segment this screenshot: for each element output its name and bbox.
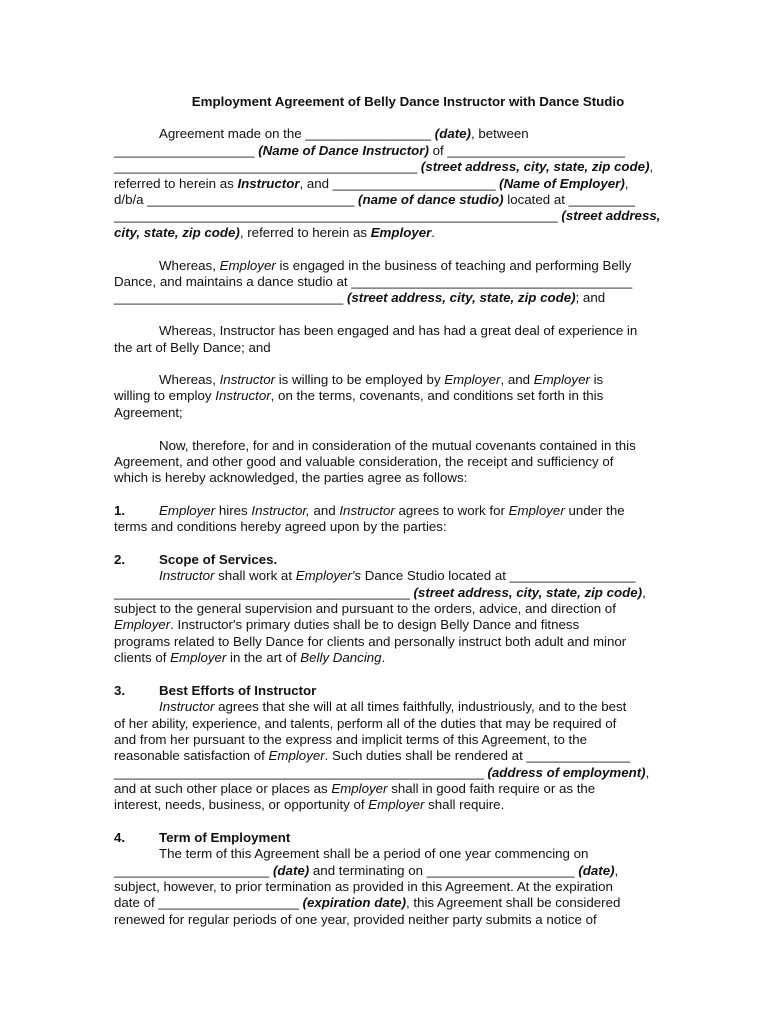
text-run: is engaged in the business of teaching and performing Belly (275, 258, 632, 273)
text-run: is willing to be employed by (275, 372, 445, 387)
text-run: (street address, city, state, zip code) (420, 159, 650, 174)
text-run: ___________________ (114, 143, 259, 158)
text-line (114, 617, 579, 633)
text-run: , between (470, 126, 529, 141)
text-run: (expiration date) (302, 895, 406, 910)
section-4-heading: Term of Employment (159, 830, 291, 845)
text-run: Instructor, (251, 503, 310, 518)
text-run: the art of Belly Dance; and (114, 340, 271, 355)
text-run: ________________________________________ (114, 585, 414, 600)
text-line (159, 126, 529, 142)
text-run: Now, therefore, for and in consideration of the mutual covenants contained in this (159, 438, 636, 453)
text-line (114, 208, 660, 224)
text-run: (street address, (561, 208, 661, 223)
text-line (114, 405, 183, 421)
text-run: Employer (114, 617, 171, 632)
text-run: Instructor (219, 372, 276, 387)
text-run: reasonable satisfaction of (114, 748, 269, 763)
section-2-number: 2. (114, 552, 126, 567)
text-run: programs related to Belly Dance for clients and personally instruct both adult and minor (114, 634, 627, 649)
text-run: clients of (114, 650, 171, 665)
text-run: shall work at (214, 568, 296, 583)
text-run: agrees that she will at all times faithfully, industriously, and to the best (214, 699, 627, 714)
text-line (114, 765, 649, 781)
text-line (114, 781, 595, 797)
text-run: interest, needs, business, or opportunity of (114, 797, 369, 812)
text-run: (street address, city, state, zip code) (413, 585, 643, 600)
text-line (114, 863, 618, 879)
text-run: shall require. (424, 797, 505, 812)
text-run: d/b/a ____________________________ (114, 192, 359, 207)
text-run: (Name of Dance Instructor) (258, 143, 429, 158)
text-run: agrees to work for (394, 503, 509, 518)
text-run: Instructor (159, 699, 215, 714)
text-run: which is hereby acknowledged, the parties agree as follows: (114, 470, 468, 485)
text-line (114, 159, 653, 175)
text-line (114, 274, 632, 290)
text-run: and from her pursuant to the express and implicit terms of this Agreement, to the (114, 732, 588, 747)
text-run: hires (215, 503, 252, 518)
text-run: Dance, and maintains a dance studio at ______________________________________ (114, 274, 633, 289)
text-run: _____________________ (114, 863, 273, 878)
text-run: subject, however, to prior termination as provided in this Agreement. At the expiration (114, 879, 613, 894)
text-run: Belly Dancing (300, 650, 382, 665)
text-run: _______________________________ (114, 290, 347, 305)
text-run: , (614, 863, 619, 878)
text-run: The term of this Agreement shall be a period of one year commencing on (159, 846, 589, 861)
text-run: Instructor (339, 503, 395, 518)
text-run: ____________________________________________________________ (114, 208, 562, 223)
text-run: Employer (159, 503, 216, 518)
text-run: and terminating on ____________________ (309, 863, 579, 878)
text-run: located at _________ (503, 192, 636, 207)
text-run: _________________________________________ (114, 159, 421, 174)
text-line (114, 585, 646, 601)
text-run: renewed for regular periods of one year, provided neither party submits a notice of (114, 912, 597, 927)
text-run: (date) (434, 126, 471, 141)
text-line (114, 634, 626, 650)
text-run: terms and conditions hereby agreed upon by the parties: (114, 519, 447, 534)
text-run: subject to the general supervision and pursuant to the orders, advice, and direction of (114, 601, 616, 616)
text-run: (date) (578, 863, 615, 878)
text-run: in the art of (226, 650, 301, 665)
text-run: Whereas, (159, 258, 220, 273)
text-run: , (645, 765, 650, 780)
text-run: ; and (575, 290, 606, 305)
text-run: , referred to herein as (239, 225, 371, 240)
text-line (114, 176, 628, 192)
text-run: , (642, 585, 646, 600)
text-run: Employer (370, 225, 432, 240)
document-title: Employment Agreement of Belly Dance Instructor with Dance Studio (191, 94, 625, 109)
text-run: Employer (508, 503, 565, 518)
text-run: shall in good faith require or as the (387, 781, 596, 796)
text-run: willing to employ (114, 388, 216, 403)
text-line (114, 895, 620, 911)
text-run: Employer (444, 372, 501, 387)
text-run: , (624, 176, 629, 191)
text-line (114, 192, 635, 208)
text-line (114, 454, 613, 470)
text-run: Employer (331, 781, 388, 796)
text-run: and at such other place or places as (114, 781, 332, 796)
text-run: . Instructor's primary duties shall be to design Belly Dance and fitness (170, 617, 580, 632)
text-line (114, 716, 616, 732)
text-line (114, 470, 467, 486)
section-4-number: 4. (114, 830, 126, 845)
text-run: of ________________________ (428, 143, 625, 158)
text-run: of her ability, experience, and talents, perform all of the duties that may be required of (114, 716, 617, 731)
text-run: city, state, zip code) (114, 225, 240, 240)
text-run: under the (564, 503, 625, 518)
text-run: is (589, 372, 604, 387)
text-run: Dance Studio located at _________________ (361, 568, 636, 583)
text-run: (date) (273, 863, 310, 878)
section-1-number: 1. (114, 503, 126, 518)
text-run: Instructor (215, 388, 271, 403)
text-run: Whereas, Instructor has been engaged and has had a great deal of experience in (159, 323, 638, 338)
text-run: , and ______________________ (299, 176, 500, 191)
text-line (114, 290, 605, 306)
text-line (159, 258, 631, 274)
text-run: __________________________________________________ (114, 765, 488, 780)
text-line (159, 568, 635, 584)
text-run: Employer (368, 797, 425, 812)
text-line (114, 732, 587, 748)
text-run: Employer (268, 748, 325, 763)
text-run: . (431, 225, 435, 240)
text-run: , (649, 159, 654, 174)
text-run: referred to herein as (114, 176, 238, 191)
text-line (114, 797, 504, 813)
text-line (114, 143, 625, 159)
text-line (114, 650, 385, 666)
text-run: (Name of Employer) (499, 176, 625, 191)
text-run: Employer (170, 650, 227, 665)
text-line (114, 340, 271, 356)
text-line (114, 225, 435, 241)
text-run: , this Agreement shall be considered (406, 895, 621, 910)
text-line (114, 519, 447, 535)
text-run: Employer (219, 258, 276, 273)
text-line (159, 438, 636, 454)
text-run: Instructor (159, 568, 215, 583)
text-line (159, 846, 588, 862)
text-run: (street address, city, state, zip code) (346, 290, 576, 305)
text-run: (name of dance studio) (358, 192, 504, 207)
text-run: date of ___________________ (114, 895, 303, 910)
section-3-number: 3. (114, 683, 126, 698)
section-2-heading: Scope of Services. (159, 552, 278, 567)
text-run: , on the terms, covenants, and conditions set forth in this (270, 388, 604, 403)
text-run: and (309, 503, 340, 518)
text-run: Whereas, (159, 372, 220, 387)
text-run: Agreement; (114, 405, 183, 420)
text-line (114, 601, 616, 617)
text-run: Employer's (295, 568, 362, 583)
text-line (114, 912, 597, 928)
text-run: Agreement, and other good and valuable consideration, the receipt and sufficiency of (114, 454, 614, 469)
text-run: (address of employment) (487, 765, 646, 780)
text-run: . (381, 650, 386, 665)
text-run: Instructor (237, 176, 300, 191)
text-line (114, 748, 630, 764)
text-line (159, 323, 637, 339)
text-run: . Such duties shall be rendered at ______________ (324, 748, 631, 763)
text-line (114, 388, 603, 404)
text-line (114, 879, 613, 895)
text-run: , and (500, 372, 534, 387)
section-3-heading: Best Efforts of Instructor (159, 683, 317, 698)
text-run: Agreement made on the _________________ (159, 126, 435, 141)
text-run: Employer (533, 372, 590, 387)
text-line (159, 699, 626, 715)
text-line (159, 372, 603, 388)
text-line (159, 503, 625, 519)
